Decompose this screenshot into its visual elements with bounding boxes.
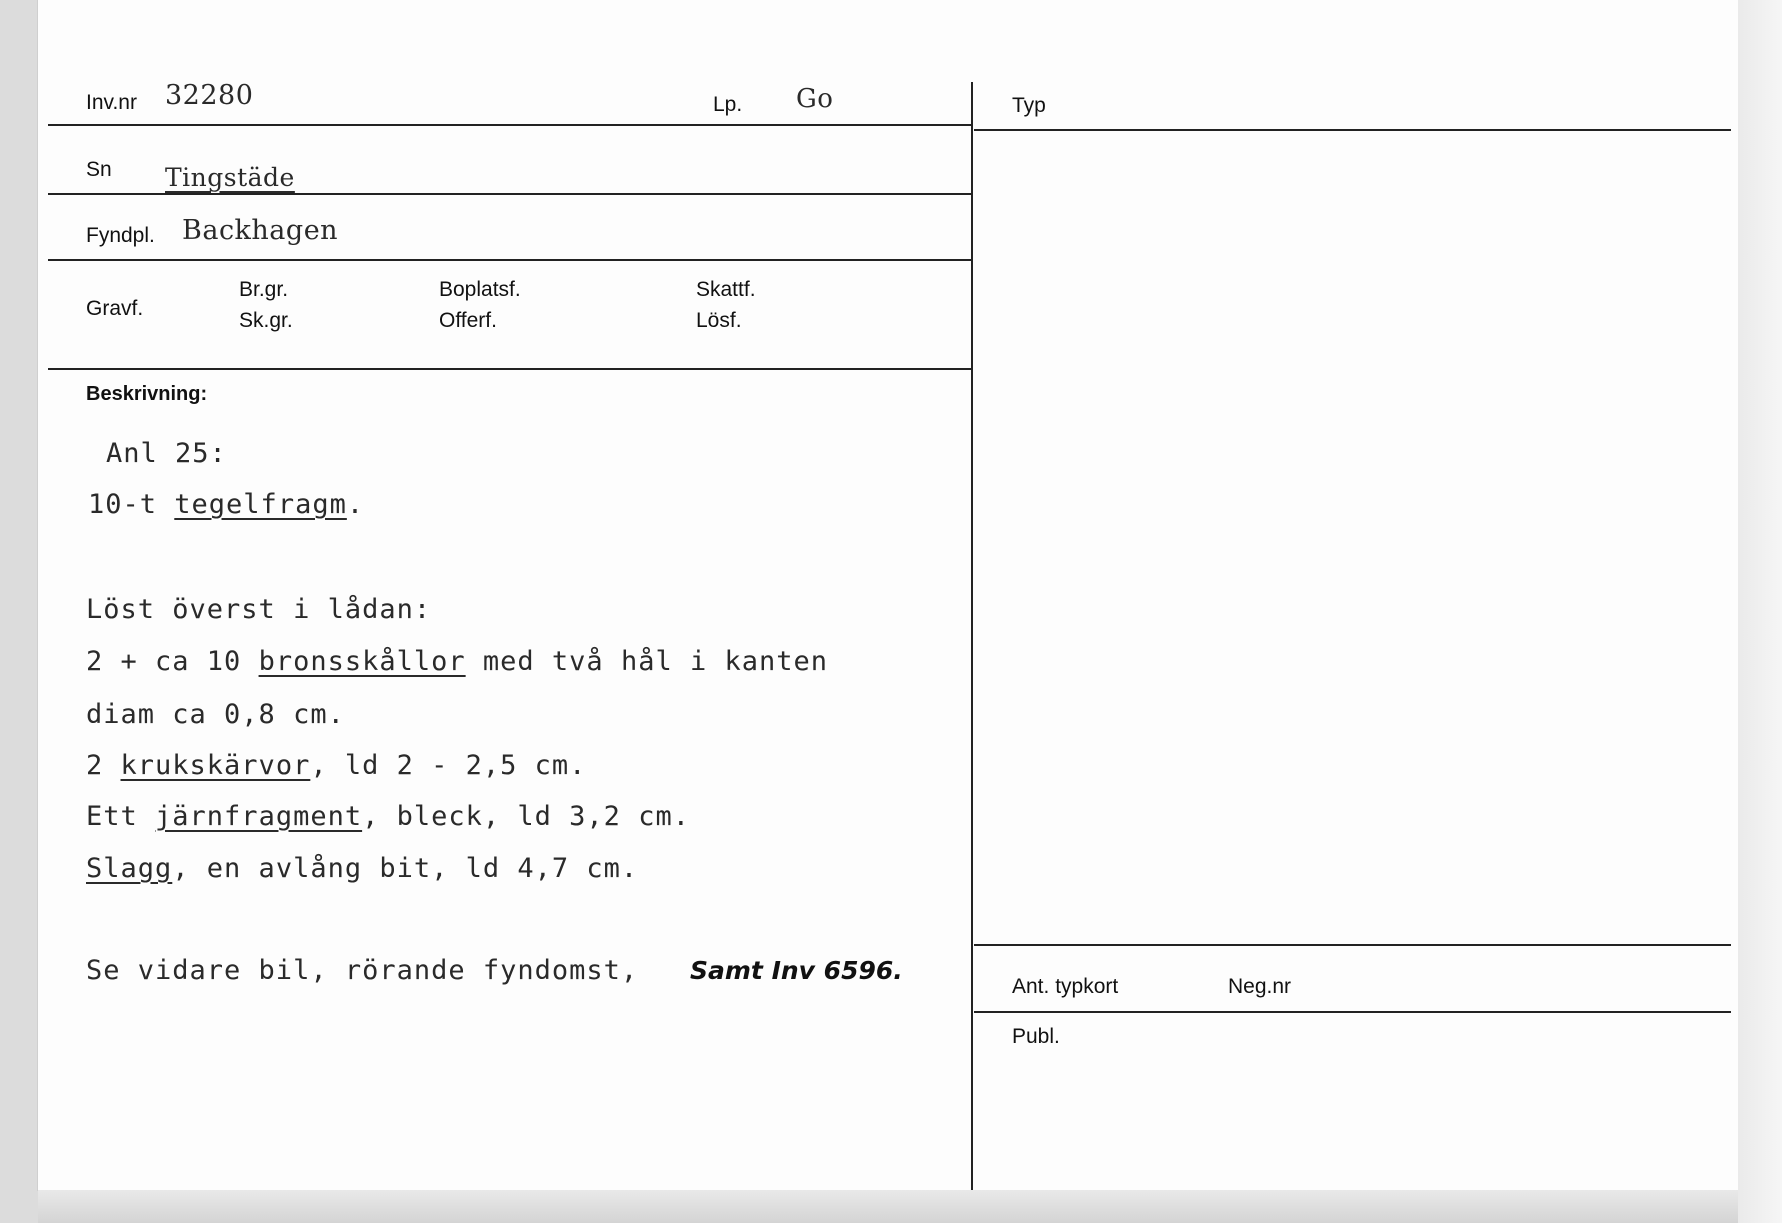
text-prefix: 10-t	[88, 489, 175, 520]
text-suffix: , bleck, ld 3,2 cm.	[362, 801, 690, 832]
text-prefix: 2 + ca 10	[86, 646, 259, 677]
rule-categories	[48, 368, 972, 370]
typ-label: Typ	[1012, 94, 1046, 117]
underlined-term: järnfragment	[155, 801, 363, 832]
underlined-term: bronsskållor	[258, 646, 466, 677]
sn-label: Sn	[86, 158, 112, 181]
lp-value: Go	[796, 84, 834, 114]
losf-label: Lösf.	[696, 309, 742, 332]
gravf-label: Gravf.	[86, 297, 144, 320]
description-line-7	[86, 853, 638, 884]
text-suffix: , ld 2 - 2,5 cm.	[310, 750, 587, 781]
text-suffix: med två hål i kanten	[465, 646, 829, 677]
scan-bottom-strip	[38, 1190, 1738, 1223]
offerf-label: Offerf.	[439, 309, 497, 332]
neg-nr-label: Neg.nr	[1228, 975, 1292, 998]
description-line-4: diam ca 0,8 cm.	[86, 699, 345, 730]
underlined-term: tegelfragm	[174, 489, 347, 520]
description-line-2: Löst överst i lådan:	[86, 594, 432, 625]
ant-typkort-label: Ant. typkort	[1012, 975, 1119, 998]
description-line-8: Se vidare bil, rörande fyndomst,	[86, 955, 639, 986]
brgr-label: Br.gr.	[239, 278, 289, 301]
text-prefix: Ett	[86, 801, 156, 832]
rule-fyndpl	[48, 259, 972, 261]
boplatsf-label: Boplatsf.	[439, 278, 521, 301]
inv-nr-value: 32280	[165, 80, 254, 111]
rule-vertical-divider	[971, 82, 973, 1190]
description-line-5	[86, 750, 586, 781]
fyndpl-label: Fyndpl.	[86, 224, 155, 247]
underlined-term: Slagg	[86, 853, 173, 884]
text-prefix: 2	[86, 750, 121, 781]
underlined-term: krukskärvor	[120, 750, 311, 781]
description-line-1	[88, 489, 364, 520]
handwritten-note: Samt Inv 6596.	[690, 956, 903, 985]
scan-right-edge	[1738, 0, 1782, 1223]
sn-value: Tingstäde	[165, 163, 295, 192]
publ-label: Publ.	[1012, 1025, 1060, 1048]
skgr-label: Sk.gr.	[239, 309, 293, 332]
description-line-6	[86, 801, 690, 832]
beskrivning-label: Beskrivning:	[86, 383, 208, 405]
text-suffix: , en avlång bit, ld 4,7 cm.	[172, 853, 639, 884]
description-anl: Anl 25:	[106, 438, 227, 469]
skattf-label: Skattf.	[696, 278, 756, 301]
rule-typ-bottom	[974, 944, 1731, 946]
description-line-3	[86, 646, 828, 677]
inv-nr-label: Inv.nr	[86, 91, 137, 114]
rule-typ	[974, 129, 1731, 131]
text-suffix: .	[346, 489, 365, 520]
rule-ant-typkort	[974, 1011, 1731, 1013]
rule-header	[48, 124, 972, 126]
rule-sn	[48, 193, 972, 195]
fyndpl-value: Backhagen	[182, 215, 339, 246]
lp-label: Lp.	[713, 93, 743, 116]
